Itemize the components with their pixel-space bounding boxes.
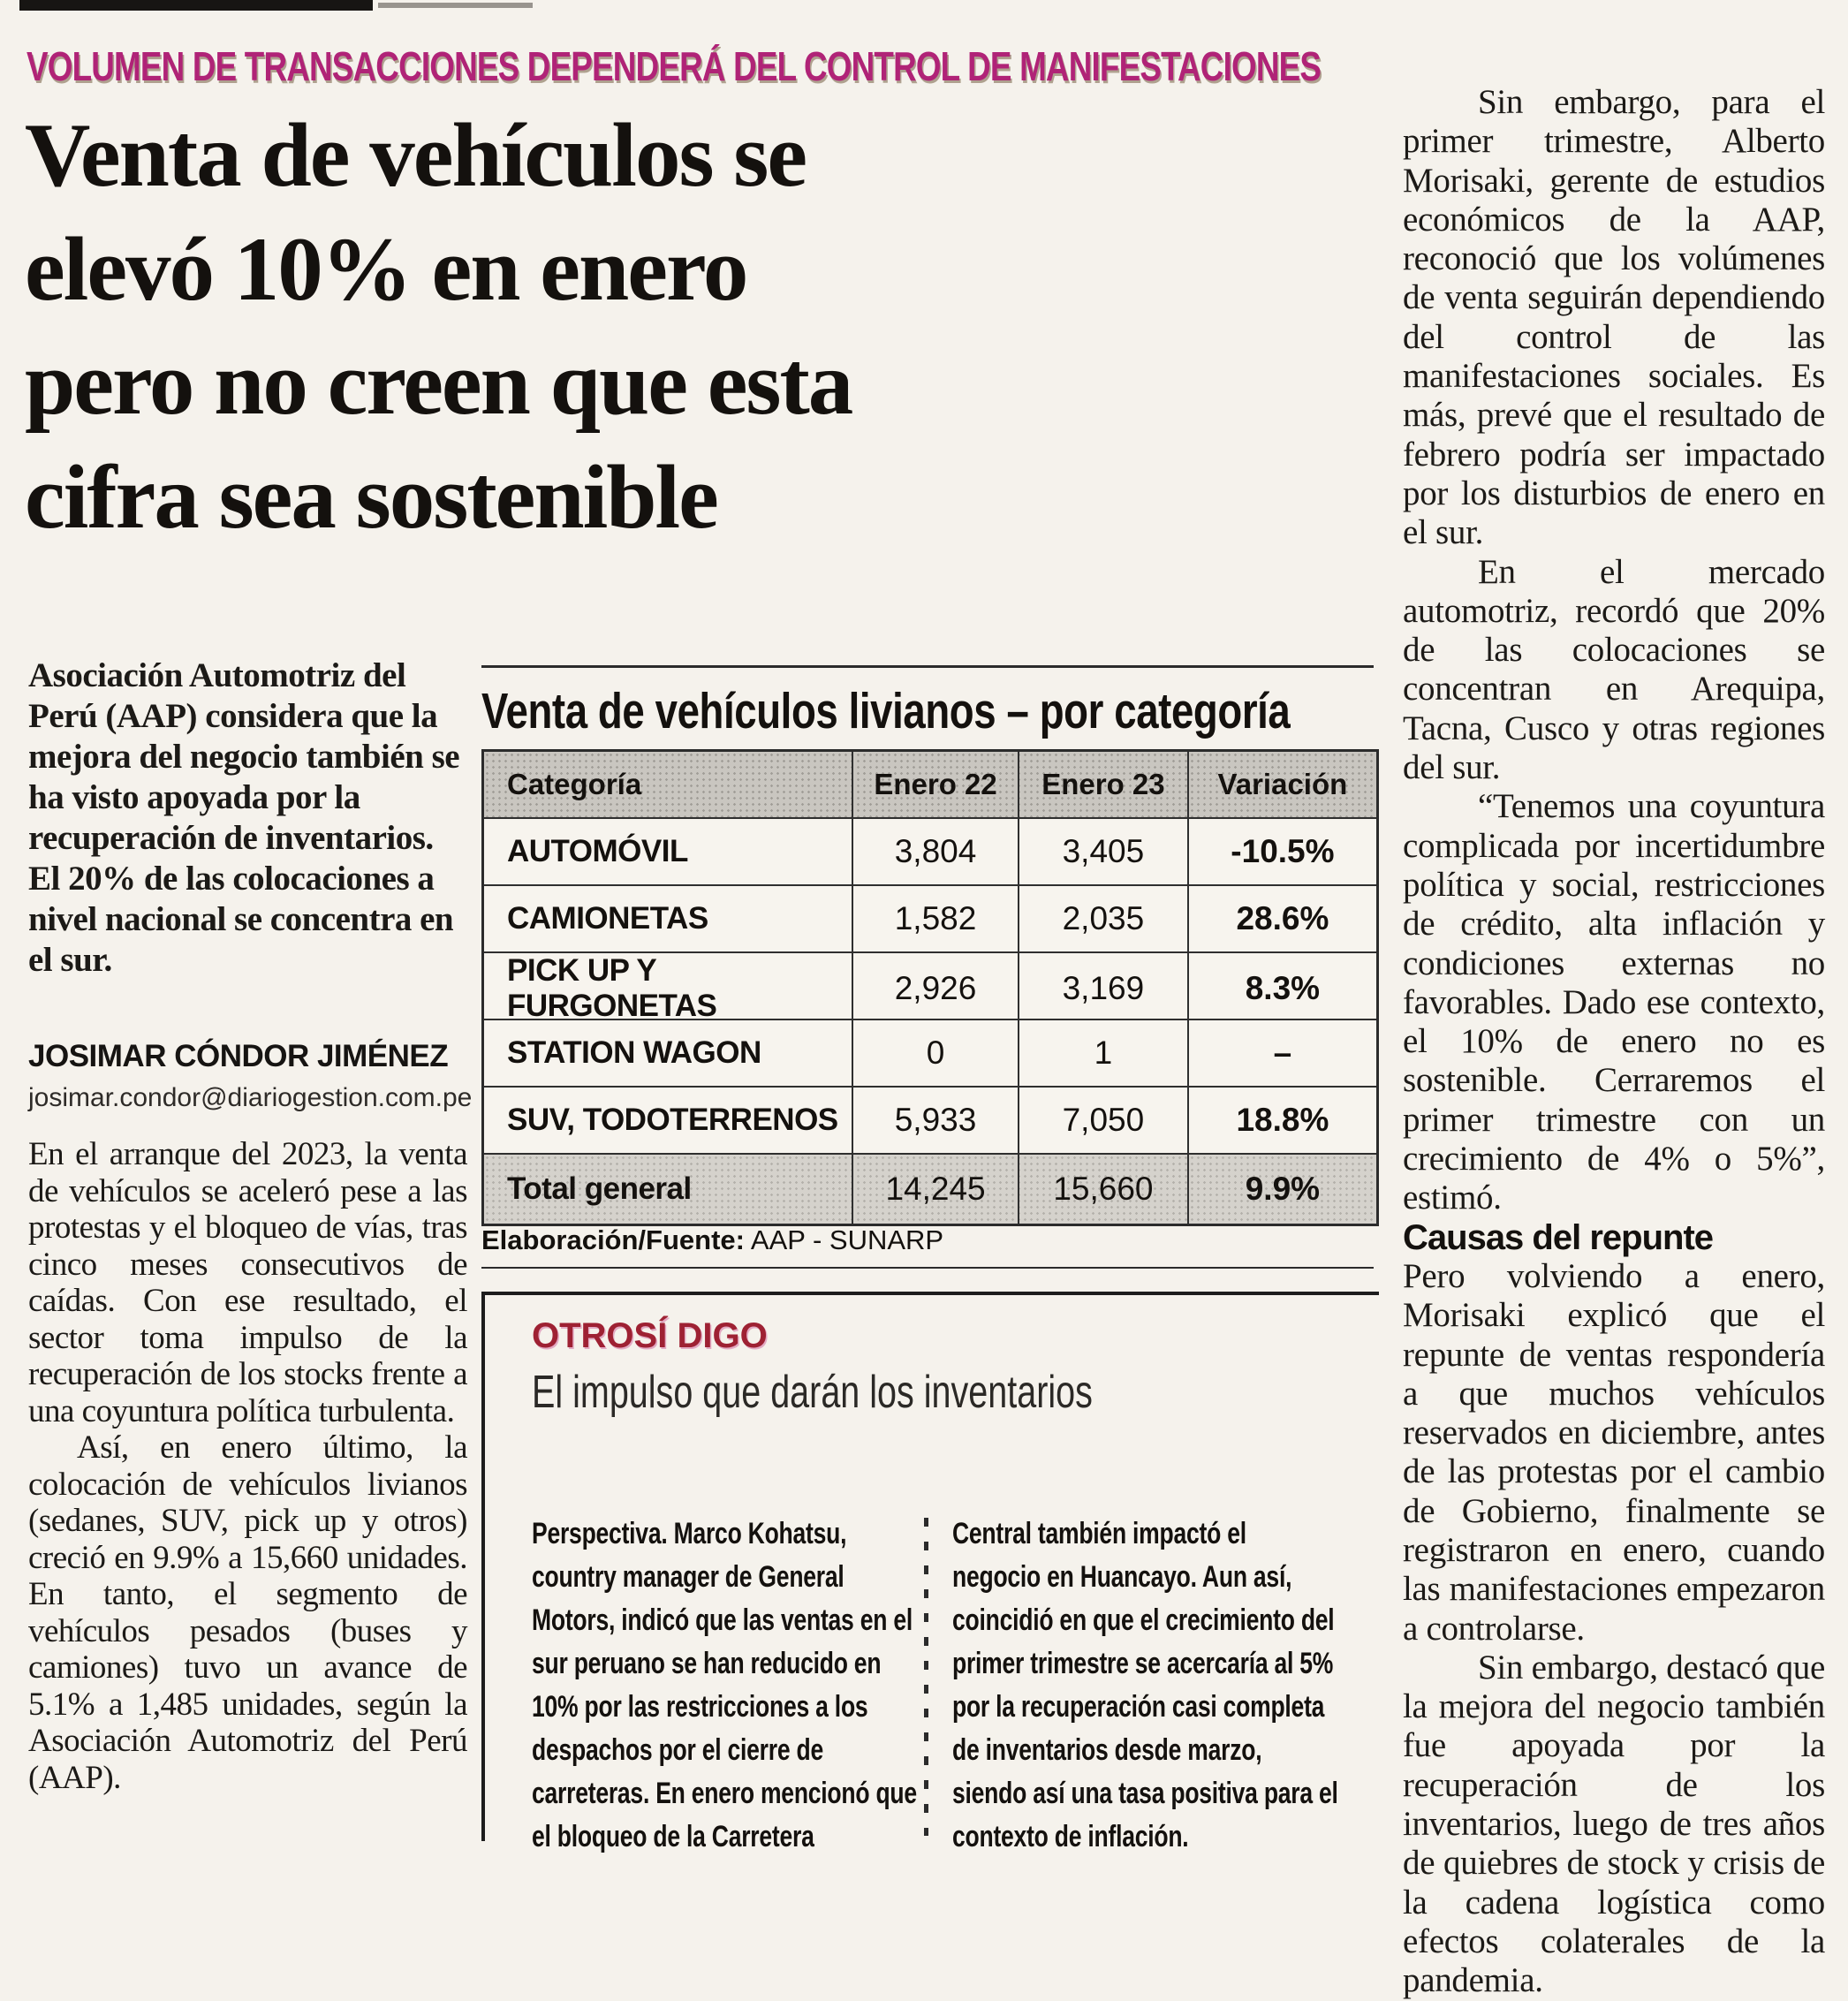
- cell-variacion: 28.6%: [1187, 886, 1376, 951]
- cell-enero22: 1,582: [852, 886, 1018, 951]
- right-paragraph-2: En el mercado automotriz, recordó que 20% de las colocaciones se concentran en Arequipa, Tacna, Cusco y otras regiones del sur.: [1403, 552, 1825, 787]
- cell-enero23: 3,169: [1018, 953, 1187, 1024]
- cell-variacion: –: [1187, 1020, 1376, 1086]
- cell-variacion: -10.5%: [1187, 819, 1376, 884]
- cell-enero22: 2,926: [852, 953, 1018, 1024]
- rule-above-table: [481, 665, 1374, 668]
- table-row: [484, 884, 1376, 951]
- right-column-body: [1403, 83, 1825, 2001]
- cell-categoria-total: Total general: [507, 1171, 692, 1206]
- vehicle-sales-table: [481, 749, 1379, 1226]
- left-paragraph-1: En el arranque del 2023, la venta de vehículos se aceleró pese a las protestas y el bloqueo de vías, tras cinco meses consecutivos de caídas. Con ese resultado, el sector toma impulso de la recuperación de los stocks frente a una coyuntura política turbulenta.: [28, 1136, 467, 1429]
- table-row: [484, 1019, 1376, 1086]
- cell-variacion: 8.3%: [1187, 953, 1376, 1024]
- headline: [25, 99, 1385, 555]
- cell-categoria: PICK UP Y FURGONETAS: [507, 953, 717, 1023]
- otrosi-digo-label: OTROSÍ DIGO: [532, 1316, 768, 1355]
- headline-line-1: Venta de vehículos se: [25, 105, 807, 206]
- cell-enero23: 1: [1018, 1020, 1187, 1086]
- cell-categoria: CAMIONETAS: [507, 901, 708, 936]
- dotted-column-divider: [924, 1518, 928, 1836]
- scan-top-bar-fragment: [378, 3, 533, 8]
- cell-enero23: 3,405: [1018, 819, 1187, 884]
- headline-line-4: cifra sea sostenible: [25, 447, 717, 548]
- left-column-body: [28, 1136, 467, 1796]
- otrosi-left-column: [532, 1512, 918, 1859]
- cell-categoria: AUTOMÓVIL: [507, 834, 688, 868]
- cell-enero23: 7,050: [1018, 1088, 1187, 1153]
- table-header-row: [484, 752, 1376, 817]
- headline-line-3: pero no creen que esta: [25, 333, 852, 434]
- table-source-label: Elaboración/Fuente:: [481, 1224, 745, 1255]
- byline-email: josimar.condor@diariogestion.com.pe: [28, 1083, 473, 1112]
- cell-categoria: STATION WAGON: [507, 1035, 761, 1070]
- cell-enero23: 2,035: [1018, 886, 1187, 951]
- otrosi-right-column: Central también impactó el negocio en Huancayo. Aun así, coincidió en que el crecimiento del primer trimestre se acercaría al 5% por la recuperación casi completa de inventarios desde marzo, siendo así una tasa positiva para el contexto de inflación.: [952, 1517, 1338, 1853]
- otrosi-lead-word: Perspectiva.: [532, 1517, 668, 1550]
- cell-categoria: SUV, TODOTERRENOS: [507, 1103, 838, 1137]
- header-variacion: Variación: [1187, 752, 1376, 817]
- table-row: [484, 1086, 1376, 1153]
- cell-enero22: 5,933: [852, 1088, 1018, 1153]
- header-enero23: Enero 23: [1018, 752, 1187, 817]
- right-paragraph-3: “Tenemos una coyuntura complicada por incertidumbre política y social, restricciones de crédito, alta inflación y condiciones externas no favorables. Dado ese contexto, el 10% de enero no es sostenible. Cerraremos el primer trimestre con un crecimiento de 4% o 5%”, estimó.: [1403, 787, 1825, 1217]
- header-enero22: Enero 22: [852, 752, 1018, 817]
- cell-variacion: 18.8%: [1187, 1088, 1376, 1153]
- kicker: VOLUMEN DE TRANSACCIONES DEPENDERÁ DEL CONTROL DE MANIFESTACIONES: [27, 43, 1322, 89]
- scan-top-bar: [19, 0, 373, 11]
- right-paragraph-5: Sin embargo, destacó que la mejora del negocio también fue apoyada por la recuperación de los inventarios, luego de tres años de quiebres de stock y crisis de la cadena logística como efectos colaterales de la pandemia.: [1403, 1648, 1825, 2000]
- table-row: [484, 817, 1376, 884]
- lead-paragraph: Asociación Automotriz del Perú (AAP) considera que la mejora del negocio también se ha visto apoyada por la recuperación de inventarios. El 20% de las colocaciones a nivel nacional se concentra en el sur.: [28, 656, 460, 979]
- cell-enero22-total: 14,245: [852, 1155, 1018, 1224]
- table-row: [484, 951, 1376, 1023]
- otrosi-heading: El impulso que darán los inventarios: [532, 1367, 1093, 1418]
- byline-author: JOSIMAR CÓNDOR JIMÉNEZ: [28, 1039, 449, 1073]
- table-source: [481, 1224, 943, 1256]
- headline-line-2: elevó 10% en enero: [25, 219, 747, 320]
- table-total-row: [484, 1153, 1376, 1224]
- header-categoria: Categoría: [507, 768, 642, 800]
- right-paragraph-1: Sin embargo, para el primer trimestre, Alberto Morisaki, gerente de estudios económicos de la AAP, reconoció que los volúmenes de venta seguirán dependiendo del control de las manifestaciones sociales. Es más, prevé que el resultado de febrero podría ser impactado por los disturbios de enero en el sur.: [1403, 83, 1825, 552]
- table-source-value: AAP - SUNARP: [744, 1224, 944, 1255]
- cell-enero23-total: 15,660: [1018, 1155, 1187, 1224]
- table-title: Venta de vehículos livianos – por categoría: [481, 683, 1291, 739]
- right-paragraph-4: Pero volviendo a enero, Morisaki explicó que el repunte de ventas respondería a que muchos vehículos reservados en diciembre, antes de las protestas por el cambio de Gobierno, finalmente se registraron en enero, cuando las manifestaciones empezaron a controlarse.: [1403, 1256, 1825, 1648]
- otrosi-left-text: Marco Kohatsu, country manager de General Motors, indicó que las ventas en el sur peruano se han reducido en 10% por las restricciones a los despachos por el cierre de carreteras. En enero mencionó que el bloqueo de la Carretera: [532, 1517, 917, 1853]
- section-subhead: Causas del repunte: [1403, 1217, 1714, 1257]
- cell-enero22: 0: [852, 1020, 1018, 1086]
- rule-below-source: [481, 1267, 1374, 1269]
- left-paragraph-2: Así, en enero último, la colocación de vehículos livianos (sedanes, SUV, pick up y otros) creció en 9.9% a 15,660 unidades. En tanto, el segmento de vehículos pesados (buses y camiones) tuvo un avance de 5.1% a 1,485 unidades, según la Asociación Automotriz del Perú (AAP).: [28, 1429, 467, 1796]
- cell-enero22: 3,804: [852, 819, 1018, 884]
- cell-variacion-total: 9.9%: [1187, 1155, 1376, 1224]
